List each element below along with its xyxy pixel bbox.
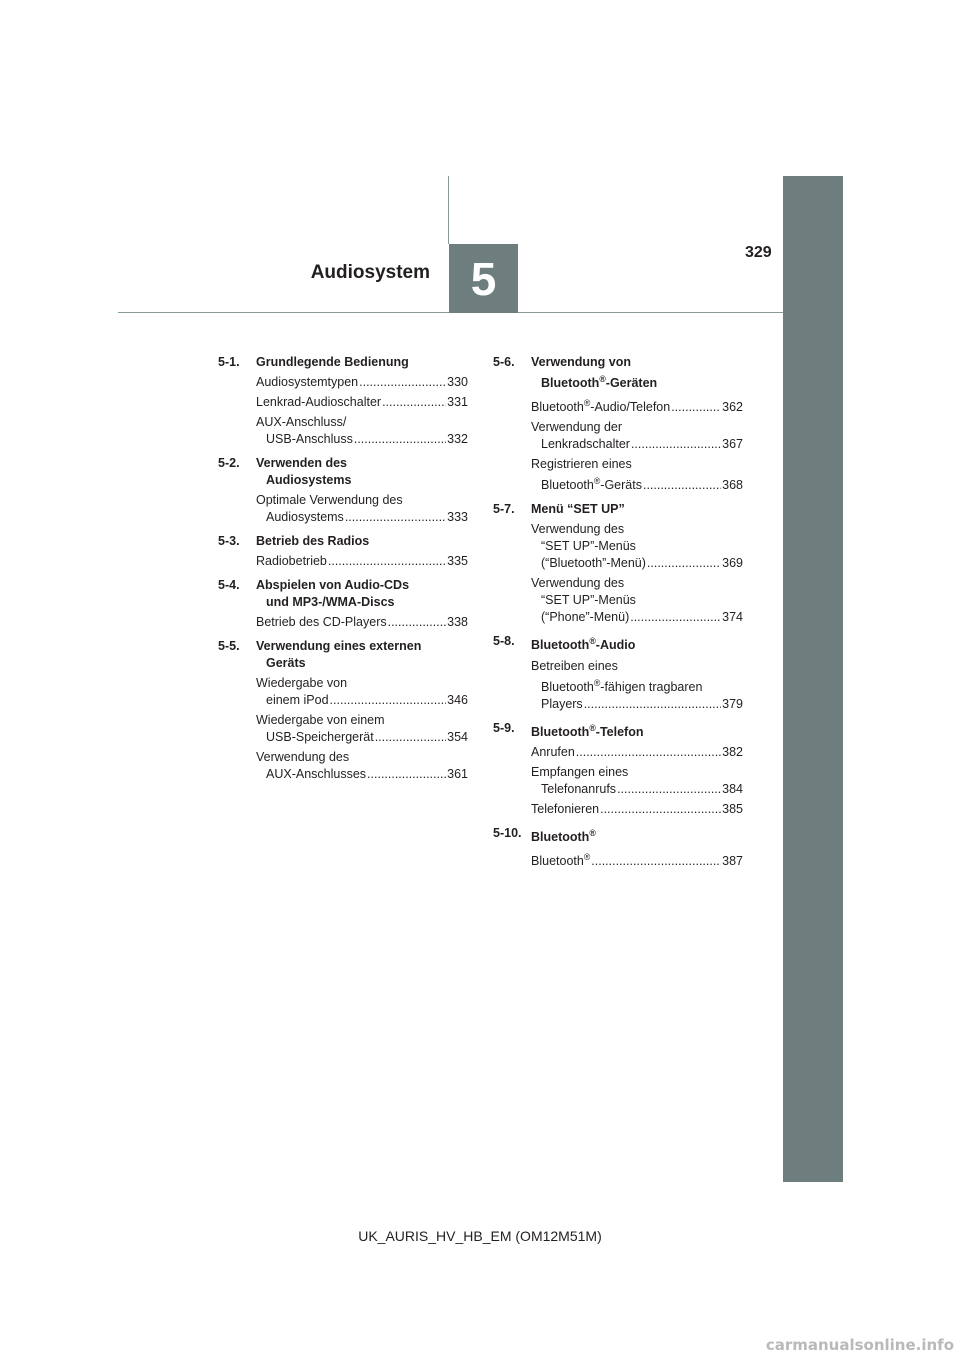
- toc-entry[interactable]: [256, 553, 468, 570]
- entry-label: Empfangen eines: [531, 764, 629, 779]
- entry-page-number: 387: [722, 854, 743, 869]
- toc-entry[interactable]: [256, 374, 468, 391]
- entry-label: AUX-Anschlusses: [266, 767, 367, 781]
- entry-page-number: 361: [447, 767, 468, 781]
- toc-section: [493, 720, 743, 818]
- section-number: 5-7.: [493, 502, 515, 517]
- toc-entry[interactable]: [531, 456, 743, 494]
- section-number: 5-4.: [218, 578, 240, 592]
- leader-dots: [330, 692, 447, 709]
- toc-entry[interactable]: [256, 675, 468, 709]
- entry-label: Verwendung der: [531, 420, 623, 435]
- section-number: 5-6.: [493, 355, 515, 369]
- section-heading: [493, 354, 743, 392]
- entry-label: Lenkrad-Audioschalter: [256, 395, 382, 409]
- leader-dots: [576, 744, 721, 761]
- section-heading: [218, 638, 468, 672]
- section-heading: [218, 455, 468, 489]
- toc-left-column: [218, 354, 468, 790]
- leader-dots: [600, 801, 721, 818]
- entry-label: Telefonanrufs: [541, 781, 617, 796]
- entry-label: AUX-Anschluss/: [256, 415, 347, 429]
- section-title: Bluetooth®: [531, 827, 596, 845]
- entry-label: Bluetooth®-fähigen tragbaren: [541, 677, 703, 694]
- section-title: Grundlegende Bedienung: [256, 355, 409, 369]
- entry-page-number: 330: [447, 375, 468, 389]
- leader-dots: [382, 394, 446, 411]
- entry-label: Optimale Verwendung des: [256, 493, 403, 507]
- section-number: 5-9.: [493, 720, 515, 735]
- entry-label: (“Phone”-Menü): [541, 610, 630, 625]
- entry-label: Players: [541, 696, 583, 711]
- section-heading: [493, 720, 743, 741]
- entry-label: Telefonieren: [531, 801, 600, 816]
- toc-entry[interactable]: [256, 712, 468, 746]
- entry-label: Lenkradschalter: [541, 437, 630, 452]
- section-title: Verwenden des Audiosystems: [256, 456, 352, 487]
- section-heading: [218, 354, 468, 371]
- section-number: 5-2.: [218, 456, 240, 470]
- manual-code: UK_AURIS_HV_HB_EM (OM12M51M): [358, 1228, 602, 1244]
- leader-dots: [584, 696, 721, 713]
- leader-dots: [671, 399, 721, 416]
- entry-label: Bluetooth®: [531, 852, 591, 869]
- entry-page-number: 368: [722, 478, 743, 493]
- page-number: 329: [745, 244, 772, 261]
- entry-label: Wiedergabe von: [256, 676, 348, 690]
- entry-page-number: 369: [722, 556, 743, 571]
- entry-label: Audiosystems: [266, 510, 344, 524]
- entry-label: einem iPod: [266, 693, 329, 707]
- entry-label: Bluetooth®-Geräts: [541, 476, 642, 493]
- entry-label: USB-Speichergerät: [266, 730, 374, 744]
- section-title: Verwendung von Bluetooth®-Geräten: [531, 355, 658, 391]
- toc-entry[interactable]: [531, 849, 743, 870]
- section-heading: [493, 501, 743, 518]
- toc-section: [218, 354, 468, 448]
- entry-page-number: 385: [722, 801, 743, 816]
- toc-entry[interactable]: [531, 801, 743, 818]
- section-title: Betrieb des Radios: [256, 534, 370, 548]
- chapter-title: Audiosystem: [310, 262, 430, 283]
- entry-label: Audiosystemtypen: [256, 375, 359, 389]
- toc-section: [493, 501, 743, 626]
- toc-section: [493, 354, 743, 494]
- section-number: 5-10.: [493, 825, 522, 840]
- section-heading: [218, 533, 468, 550]
- section-number: 5-1.: [218, 355, 240, 369]
- entry-label: Bluetooth®-Audio/Telefon: [531, 398, 671, 415]
- entry-page-number: 354: [447, 730, 468, 744]
- toc-section: [218, 638, 468, 783]
- leader-dots: [617, 781, 721, 798]
- toc-section: [218, 455, 468, 526]
- leader-dots: [367, 766, 446, 783]
- section-heading: [493, 633, 743, 654]
- leader-dots: [643, 477, 721, 494]
- section-heading: [218, 577, 468, 611]
- leader-dots: [388, 614, 447, 631]
- watermark: carmanualsonline.info: [765, 1336, 954, 1354]
- entry-label: Betreiben eines: [531, 658, 618, 673]
- leader-dots: [591, 853, 721, 870]
- leader-dots: [328, 553, 446, 570]
- toc-section: [493, 825, 743, 870]
- entry-page-number: 335: [447, 554, 468, 568]
- entry-page-number: 374: [722, 610, 743, 625]
- entry-page-number: 333: [447, 510, 468, 524]
- toc-entry[interactable]: [531, 764, 743, 798]
- section-title: Menü “SET UP”: [531, 502, 625, 517]
- entry-label: Registrieren eines: [531, 457, 632, 472]
- entry-label: (“Bluetooth”-Menü): [541, 556, 646, 571]
- leader-dots: [630, 609, 721, 626]
- entry-page-number: 346: [447, 693, 468, 707]
- toc-entry[interactable]: [531, 658, 743, 713]
- toc-section: [493, 633, 743, 712]
- entry-label: USB-Anschluss: [266, 432, 353, 446]
- leader-dots: [359, 374, 446, 391]
- chapter-side-tab: [783, 176, 843, 1182]
- entry-label: Verwendung des: [531, 522, 625, 537]
- section-title: Verwendung eines externen Geräts: [256, 639, 422, 670]
- toc-entry[interactable]: [531, 521, 743, 572]
- leader-dots: [631, 436, 721, 453]
- entry-label: “SET UP”-Menüs: [541, 593, 636, 608]
- chapter-number-box: [449, 244, 518, 313]
- leader-dots: [345, 509, 446, 526]
- entry-page-number: 379: [722, 696, 743, 711]
- entry-label: Betrieb des CD-Players: [256, 615, 387, 629]
- toc-entry[interactable]: [531, 744, 743, 761]
- header-vertical-rule: [448, 176, 449, 244]
- entry-label: Anrufen: [531, 744, 575, 759]
- entry-page-number: 367: [722, 437, 743, 452]
- entry-page-number: 362: [722, 400, 743, 415]
- toc-entry[interactable]: [256, 394, 468, 411]
- entry-label: Verwendung des: [256, 750, 350, 764]
- leader-dots: [354, 431, 446, 448]
- toc-entry[interactable]: [531, 575, 743, 626]
- toc-right-column: [493, 354, 743, 877]
- entry-label: “SET UP”-Menüs: [541, 539, 636, 554]
- toc-entry[interactable]: [256, 614, 468, 631]
- section-heading: [493, 825, 743, 846]
- leader-dots: [375, 729, 446, 746]
- toc-entry[interactable]: [256, 749, 468, 783]
- entry-label: Verwendung des: [531, 576, 625, 591]
- entry-page-number: 331: [447, 395, 468, 409]
- entry-page-number: 382: [722, 744, 743, 759]
- entry-page-number: 338: [447, 615, 468, 629]
- entry-page-number: 384: [722, 781, 743, 796]
- section-number: 5-8.: [493, 634, 515, 649]
- toc-entry[interactable]: [531, 419, 743, 453]
- section-title: Bluetooth®-Audio: [531, 636, 636, 653]
- section-number: 5-3.: [218, 534, 240, 548]
- toc-entry[interactable]: [531, 395, 743, 416]
- leader-dots: [647, 555, 721, 572]
- toc-section: [218, 577, 468, 631]
- entry-label: Wiedergabe von einem: [256, 713, 385, 727]
- toc-entry[interactable]: [256, 492, 468, 526]
- toc-section: [218, 533, 468, 570]
- entry-label: Radiobetrieb: [256, 554, 327, 568]
- entry-page-number: 332: [447, 432, 468, 446]
- section-title: Bluetooth®-Telefon: [531, 722, 644, 739]
- section-title: Abspielen von Audio-CDs und MP3-/WMA-Discs: [256, 578, 410, 609]
- chapter-number: 5: [470, 252, 497, 305]
- section-number: 5-5.: [218, 639, 240, 653]
- toc-entry[interactable]: [256, 414, 468, 448]
